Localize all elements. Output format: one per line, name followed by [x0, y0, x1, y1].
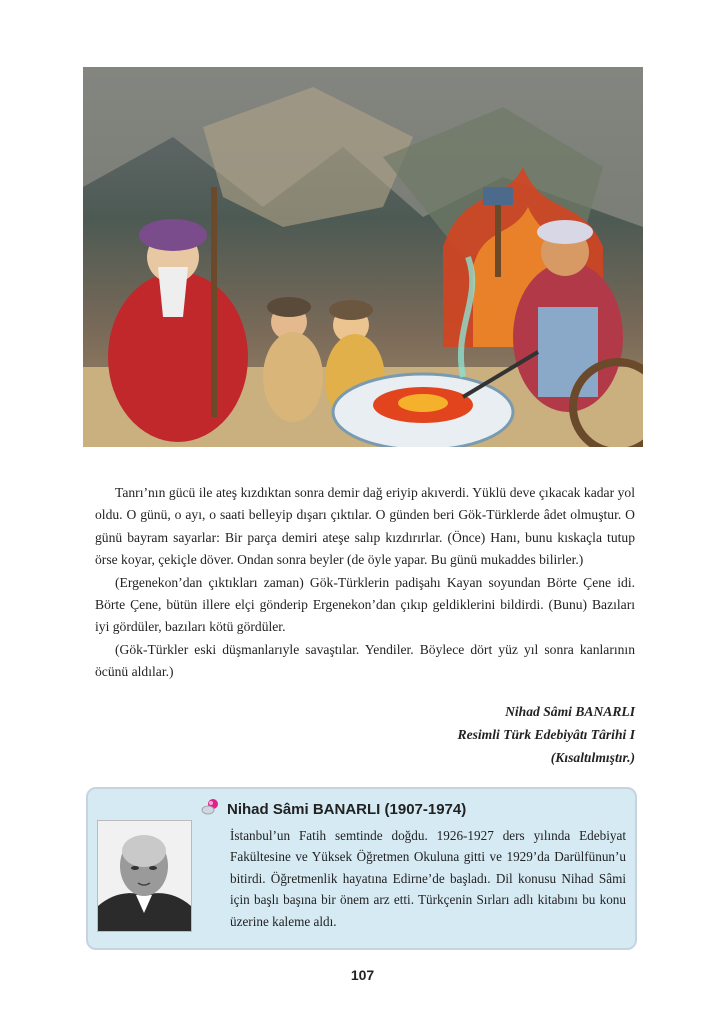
story-paragraph: Tanrı’nın gücü ile ateş kızdıktan sonra demir dağ eriyip akıverdi. Yüklü deve çıkacak kadar yol oldu. O günü, o ayı, o saati belleyip dışarı çıktılar. O günden beri Gök-Türklerde âdet olmuştur. O günü bayram sayarlar: Bir parça demiri ateşe salıp kızdırırlar. (Önce) Hanı, bunu kıskaçla tutup örse koyar, çekiçle döver. Ondan sonra beyler (de öyle yapar. Bu günü mukaddes bilirler.): [95, 485, 635, 568]
source-citation: [458, 700, 636, 769]
illustration-drawing: [83, 67, 643, 447]
source-author: Nihad Sâmi BANARLI: [505, 704, 635, 719]
bio-paragraph: İstanbul’un Fatih semtinde doğdu. 1926-1927 ders yılında Edebiyat Fakültesine ve Yüksek Öğretmen Okuluna gitti ve 1929’da Darülfünun’u bitirdi. Öğretmenlik hayatına Edirne’de başladı. Dil konusu Nihad Sâmi için başlı başına bir önem arz etti. Türkçenin Sırları adlı kitabını bu konu üzerine kaleme aldı.: [230, 828, 626, 929]
forge-scene-illustration: [83, 67, 643, 447]
bio-title-text: Nihad Sâmi BANARLI (1907-1974): [227, 800, 467, 818]
source-book: Resimli Türk Edebiyâtı Târihi I: [457, 727, 635, 742]
page-number: 107: [350, 967, 375, 983]
bio-title: [201, 798, 466, 820]
story-paragraph: (Gök-Türkler eski düşmanlarıyle savaştılar. Yendiler. Böylece dört yüz yıl sonra kanlarının öcünü aldılar.): [95, 641, 635, 680]
pin-icon: [201, 798, 221, 820]
story-text: [95, 482, 635, 684]
bio-text: [230, 825, 626, 932]
author-portrait: [97, 820, 192, 932]
source-note: (Kısaltılmıştır.): [550, 750, 635, 765]
story-paragraph: (Ergenekon’dan çıktıkları zaman) Gök-Türklerin padişahı Kayan soyundan Börte Çene idi. Börte Çene, bütün illere elçi gönderip Ergenekon’dan çıkıp geldiklerini bildirdi. (Bunu) Bazıları iyi gördüler, bazıları kötü gördüler.: [95, 574, 635, 635]
